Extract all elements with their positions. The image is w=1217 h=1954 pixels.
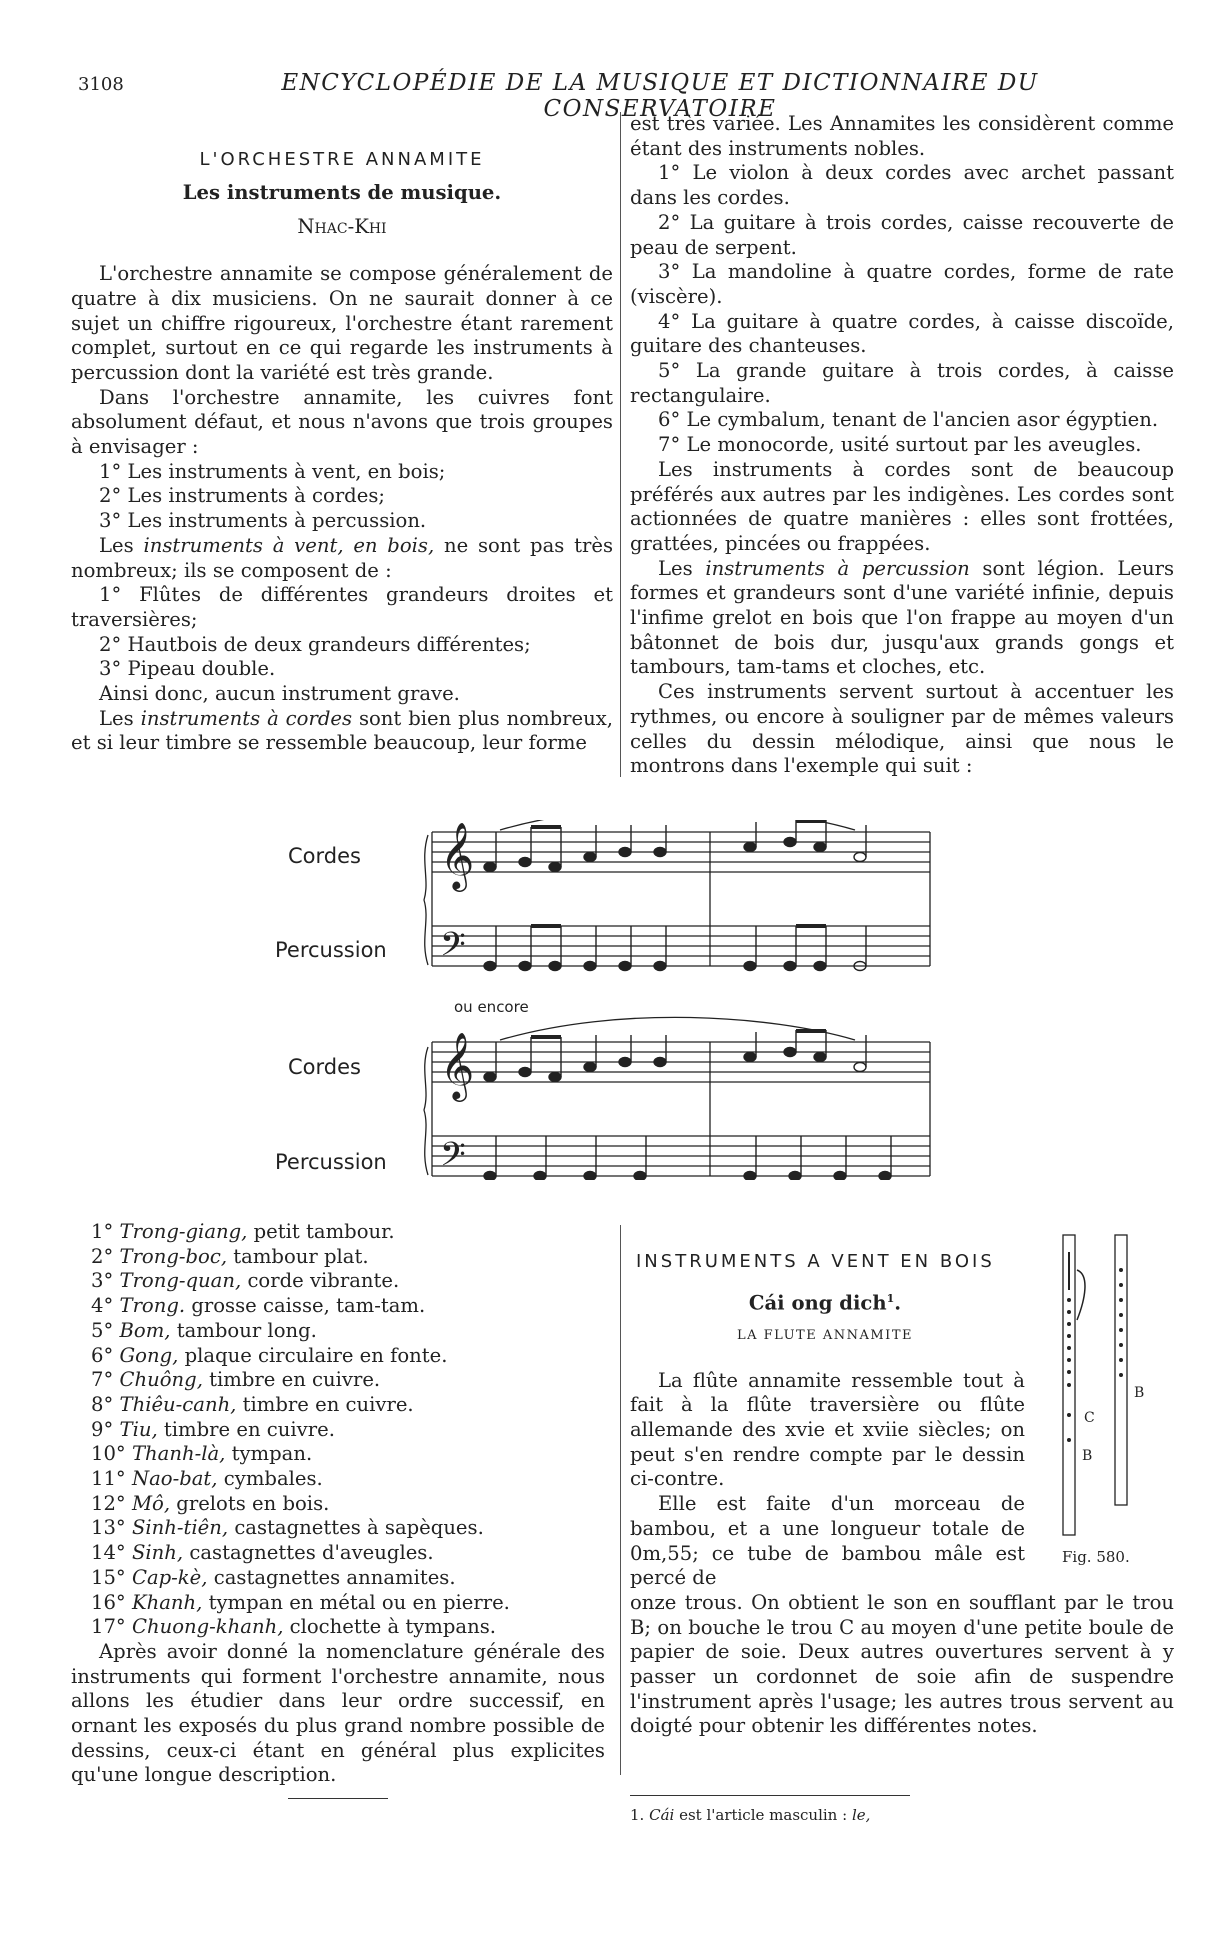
system-brace: [424, 1047, 428, 1175]
footnote-rule: [630, 1795, 910, 1796]
paragraph: L'orchestre annamite se compose généralement de quatre à dix musiciens. On ne saurait donner à ce sujet un chiffre rigoureux, l'orchestre étant rarement complet, surtout en ce qui regarde les instruments à percussion dont la variété est très grande.: [71, 262, 613, 384]
label-cordes: Cordes: [288, 844, 361, 868]
list-item: 1° Trong-giang, petit tambour.: [91, 1220, 395, 1243]
fig-label-b: B: [1082, 1448, 1093, 1464]
treble-clef-icon: 𝄞: [440, 1031, 475, 1099]
percussion-list: [71, 1220, 605, 1640]
list-item: 1° Flûtes de différentes grandeurs droites et traversières;: [71, 583, 613, 631]
column-divider: [620, 1225, 621, 1775]
paragraph: La flûte annamite ressemble tout à fait à la flûte traversière ou flûte allemande des xvie et xviie siècles; on peut s'en rendre compte par le dessin ci-contre.: [630, 1368, 1025, 1491]
list-item: 3° Trong-quan, corde vibrante.: [91, 1269, 400, 1293]
paragraph: Les instruments à vent, en bois, ne sont pas très nombreux; ils se composent de :: [71, 533, 613, 582]
column-left-bottom: [71, 1220, 605, 1799]
treble-clef-icon: 𝄞: [440, 821, 475, 889]
label-percussion: Percussion: [275, 1150, 387, 1174]
list-item: 8° Thiêu-canh, timbre en cuivre.: [91, 1392, 414, 1416]
staff-treble-2: [432, 1042, 930, 1082]
paragraph: Elle est faite d'un morceau de bambou, et a une longueur totale de 0m,55; ce tube de bambou mâle est percé de: [630, 1492, 1025, 1590]
fig-label-b: B: [1134, 1385, 1145, 1401]
subtitle: LA FLUTE ANNAMITE: [737, 1327, 913, 1343]
list-item: 16° Khanh, tympan en métal ou en pierre.: [91, 1590, 510, 1614]
flute-tube: [1115, 1235, 1127, 1505]
list-item: 7° Le monocorde, usité surtout par les aveugles.: [658, 433, 1142, 457]
figure-caption: Fig. 580.: [1062, 1548, 1130, 1566]
list-item: 3° Pipeau double.: [99, 657, 276, 681]
list-item: 1° Le violon à deux cordes avec archet passant dans les cordes.: [630, 161, 1174, 210]
list-item: 2° Les instruments à cordes;: [99, 484, 385, 508]
subsection-title: Cái ong dich$^1$.: [748, 1291, 902, 1315]
column-divider: [620, 112, 621, 777]
staff-bass-1: [432, 926, 930, 966]
list-item: 9° Tiu, timbre en cuivre.: [91, 1417, 335, 1441]
list-item: 6° Le cymbalum, tenant de l'ancien asor égyptien.: [658, 408, 1159, 432]
fig-label-c: C: [1084, 1410, 1095, 1426]
label-percussion: Percussion: [275, 938, 387, 962]
subtitle: Nhac-Khi: [297, 215, 387, 239]
section-title: L'ORCHESTRE ANNAMITE: [199, 149, 485, 170]
noteheads: [484, 820, 891, 1180]
list-item: 11° Nao-bat, cymbales.: [91, 1467, 323, 1491]
paragraph: onze trous. On obtient le son en soufflant par le trou B; on bouche le trou C au moyen d'une petite boule de papier de soie. Deux autres ouvertures servent à y passer un cordonnet de soie afin de suspendre l'instrument après l'usage; les autres trous servent au doigté pour obtenir les différentes notes.: [630, 1590, 1174, 1738]
paragraph: Dans l'orchestre annamite, les cuivres font absolument défaut, et nous n'avons que trois groupes à envisager :: [71, 385, 613, 459]
list-item: 4° Trong. grosse caisse, tam-tam.: [91, 1294, 426, 1318]
list-item: 12° Mô, grelots en bois.: [91, 1491, 330, 1515]
list-item: 2° Trong-boc, tambour plat.: [91, 1244, 369, 1268]
list-item: 3° Les instruments à percussion.: [99, 509, 427, 533]
list-item: 15° Cap-kè, castagnettes annamites.: [91, 1565, 456, 1589]
list-item: 3° La mandoline à quatre cordes, forme de rate (viscère).: [630, 260, 1174, 308]
paragraph: Après avoir donné la nomenclature générale des instruments qui forment l'orchestre annamite, nous allons les étudier dans leur ordre successif, en ornant les exposés du plus grand nombre possible de dessins, ceux-ci étant en général plus explicites qu'une longue description.: [71, 1639, 605, 1787]
paragraph: est très variée. Les Annamites les considèrent comme étant des instruments nobles.: [630, 112, 1174, 160]
column-left-top: [71, 112, 613, 756]
staff-treble-1: [432, 832, 930, 872]
paragraph: Ces instruments servent surtout à accentuer les rythmes, ou encore à souligner par de mêmes valeurs celles du dessin mélodique, ainsi que nous le montrons dans l'exemple qui suit :: [630, 680, 1174, 778]
system-brace: [424, 835, 428, 965]
music-example: [420, 820, 950, 1180]
footnote: 1. Cái est l'article masculin : le,: [630, 1795, 1174, 1824]
list-item: 6° Gong, plaque circulaire en fonte.: [91, 1343, 448, 1367]
list-item: 2° Hautbois de deux grandeurs différentes;: [99, 632, 531, 656]
staff-bass-2: [432, 1136, 930, 1176]
page-number: 3108: [78, 74, 124, 95]
list-item: 4° La guitare à quatre cordes, à caisse discoïde, guitare des chanteuses.: [630, 309, 1174, 358]
list-item: 17° Chuong-khanh, clochette à tympans.: [91, 1615, 497, 1639]
section-title: INSTRUMENTS A VENT EN BOIS: [636, 1251, 995, 1272]
list-item: 2° La guitare à trois cordes, caisse recouverte de peau de serpent.: [630, 210, 1174, 259]
list-item: 10° Thanh-là, tympan.: [91, 1442, 313, 1466]
list-item: 1° Les instruments à vent, en bois;: [99, 459, 446, 483]
paragraph: Les instruments à percussion sont légion. Leurs formes et grandeurs sont d'une variété infinie, depuis l'infime grelot en bois que l'on frappe au moyen d'un bâtonnet de bois dur, jusqu'aux grands gongs et tambours, tam-tams et cloches, etc.: [630, 556, 1175, 679]
column-right-top: [630, 112, 1174, 779]
label-cordes: Cordes: [288, 1055, 361, 1079]
list-item: 5° La grande guitare à trois cordes, à caisse rectangulaire.: [630, 359, 1174, 407]
bass-clef-icon: 𝄢: [440, 1136, 466, 1180]
paragraph: Ainsi donc, aucun instrument grave.: [99, 682, 460, 706]
paragraph: Les instruments à cordes sont de beaucoup préférés aux autres par les indigènes. Les cordes sont actionnées de quatre manières : elles sont frottées, grattées, pincées ou frappées.: [630, 457, 1174, 555]
running-title: ENCYCLOPÉDIE DE LA MUSIQUE ET DICTIONNAIRE DU CONSERVATOIRE: [281, 70, 1039, 122]
ou-encore-text: ou encore: [454, 998, 529, 1016]
paragraph: Les instruments à cordes sont bien plus nombreux, et si leur timbre se ressemble beaucoup, leur forme: [71, 706, 614, 755]
end-rule: [288, 1798, 388, 1799]
list-item: 13° Sinh-tiên, castagnettes à sapèques.: [91, 1516, 484, 1540]
list-item: 5° Bom, tambour long.: [91, 1318, 317, 1342]
bass-clef-icon: 𝄢: [440, 926, 466, 972]
page-header: [70, 70, 1180, 122]
subsection-title: Les instruments de musique.: [182, 180, 502, 204]
list-item: 7° Chuông, timbre en cuivre.: [91, 1368, 381, 1392]
cord-loop: [1077, 1270, 1085, 1320]
list-item: 14° Sinh, castagnettes d'aveugles.: [91, 1541, 434, 1565]
